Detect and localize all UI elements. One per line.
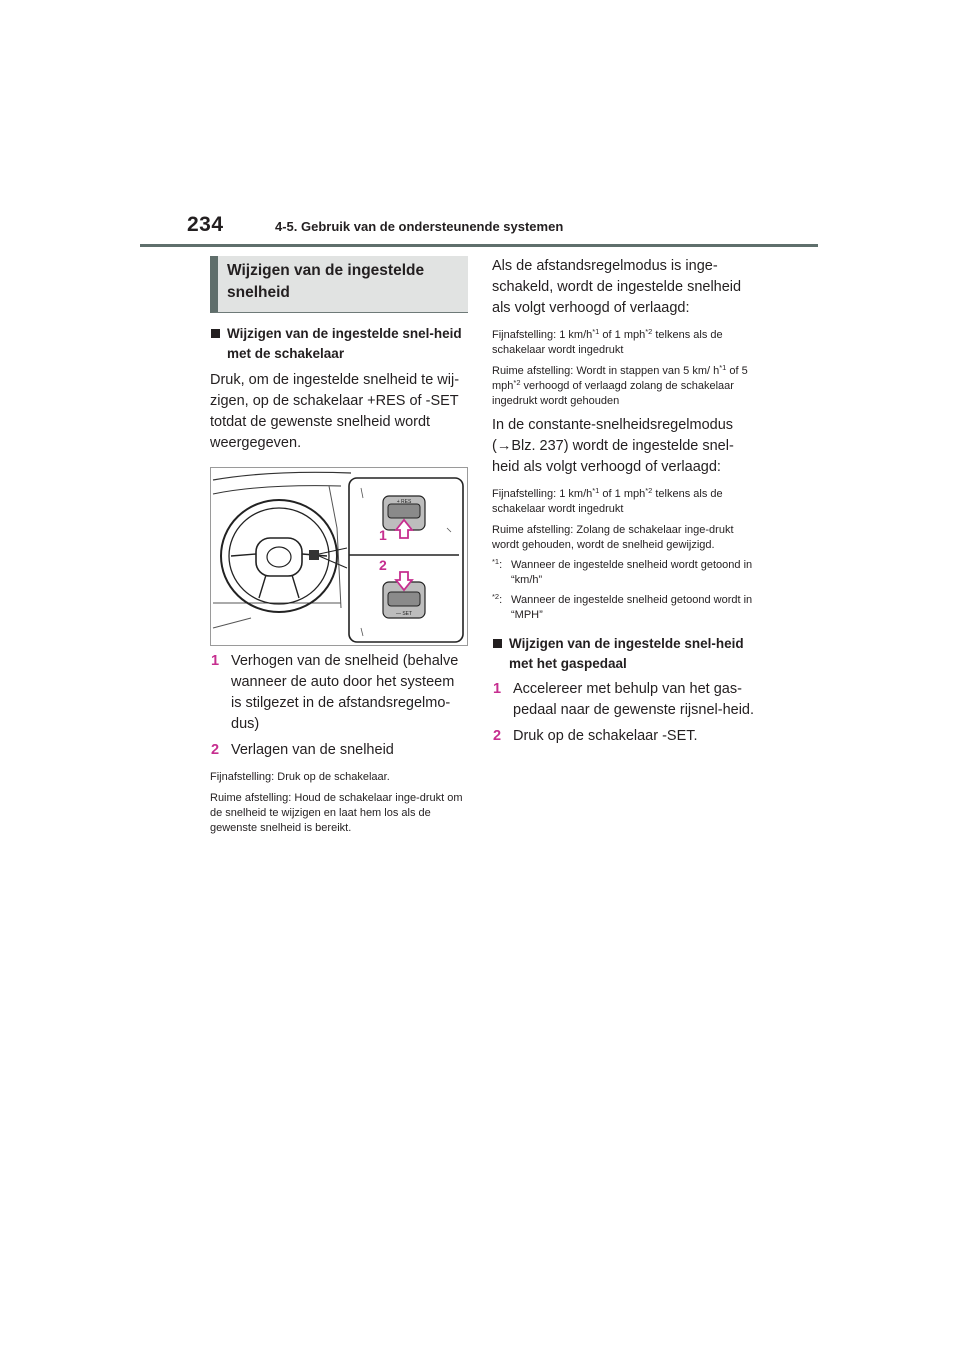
step-text: Verlagen van de snelheid bbox=[231, 742, 394, 758]
constant-mode-intro: In de constante-snelheidsregelmodus (→Blz. 237) wordt de ingestelde snel-heid als volgt verhoogd of verlaagd: bbox=[492, 417, 734, 475]
square-bullet-icon bbox=[493, 639, 502, 648]
subheading-text: Wijzigen van de ingestelde snel-heid met de schakelaar bbox=[227, 326, 462, 361]
step-item bbox=[210, 651, 468, 735]
fine-adjustment-distance: Fijnafstelling: 1 $km/h^{*1}$ of 1 mph$^{*2}$ telkens als de schakelaar wordt ingedrukt bbox=[492, 327, 723, 356]
left-column bbox=[210, 256, 468, 836]
header-rule bbox=[140, 244, 818, 247]
step-item bbox=[210, 740, 468, 761]
right-column bbox=[492, 256, 760, 747]
square-bullet-icon bbox=[211, 329, 220, 338]
step-number: 2 bbox=[493, 728, 502, 744]
step-number: 1 bbox=[493, 681, 502, 697]
steering-wheel-drawing bbox=[211, 468, 467, 645]
fine-adjustment-constant: Fijnafstelling: 1 $km/h^{*1}$ of 1 mph$^{*2}$ telkens als de schakelaar wordt ingedrukt bbox=[492, 486, 723, 515]
callout-1: 1 bbox=[379, 527, 387, 543]
step-text: Accelereer met behulp van het gas-pedaal naar de gewenste rijsnel-heid. bbox=[513, 681, 755, 718]
coarse-adjustment-constant: Ruime afstelling: Zolang de schakelaar inge-drukt wordt gehouden, wordt de snelheid gewijzigd. bbox=[492, 524, 734, 551]
set-label: — SET bbox=[395, 611, 413, 617]
callout-2: 2 bbox=[379, 557, 387, 573]
steering-switch-illustration bbox=[210, 467, 468, 646]
footnote: $^{*1}$: Wanneer de ingestelde snelheid wordt getoond in “km/h” bbox=[492, 557, 753, 586]
footnote: $^{*2}$: Wanneer de ingestelde snelheid getoond wordt in “MPH” bbox=[492, 592, 753, 621]
step-item bbox=[492, 679, 760, 721]
subheading-text: Wijzigen van de ingestelde snel-heid met het gaspedaal bbox=[509, 636, 744, 671]
subheading-switch bbox=[210, 324, 468, 364]
step-number: 1 bbox=[211, 653, 220, 669]
coarse-adjustment-distance: Ruime afstelling: Wordt in stappen van 5 km/ $h^{*1}$ of 5 mph$^{*2}$ verhoogd of verlaagd zolang de schakelaar ingedrukt wordt gehouden bbox=[492, 363, 748, 407]
subheading-pedal bbox=[492, 634, 760, 674]
page-number: 234 bbox=[187, 213, 224, 236]
distance-mode-intro: Als de afstandsregelmodus is inge-schakeld, wordt de ingestelde snelheid als volgt verhoogd of verlaagd: bbox=[492, 258, 742, 316]
section-title: 4-5. Gebruik van de ondersteunende systemen bbox=[275, 219, 564, 234]
res-label: + RES bbox=[396, 499, 412, 505]
fine-adjustment-note: Fijnafstelling: Druk op de schakelaar. bbox=[210, 771, 390, 783]
step-number: 2 bbox=[211, 742, 220, 758]
step-text: Druk op de schakelaar -SET. bbox=[513, 728, 698, 744]
intro-paragraph: Druk, om de ingestelde snelheid te wij-zigen, op de schakelaar +RES of -SET totdat de gewenste snelheid wordt weergegeven. bbox=[210, 372, 460, 451]
step-text: Verhogen van de snelheid (behalve wanneer de auto door het systeem is stilgezet in de afstandsregelmo-dus) bbox=[231, 653, 459, 732]
coarse-adjustment-note: Ruime afstelling: Houd de schakelaar inge-drukt om de snelheid te wijzigen en laat hem los als de gewenste snelheid is bereikt. bbox=[210, 792, 463, 834]
box-heading: Wijzigen van de ingestelde snelheid bbox=[210, 256, 468, 313]
step-item bbox=[492, 726, 760, 747]
